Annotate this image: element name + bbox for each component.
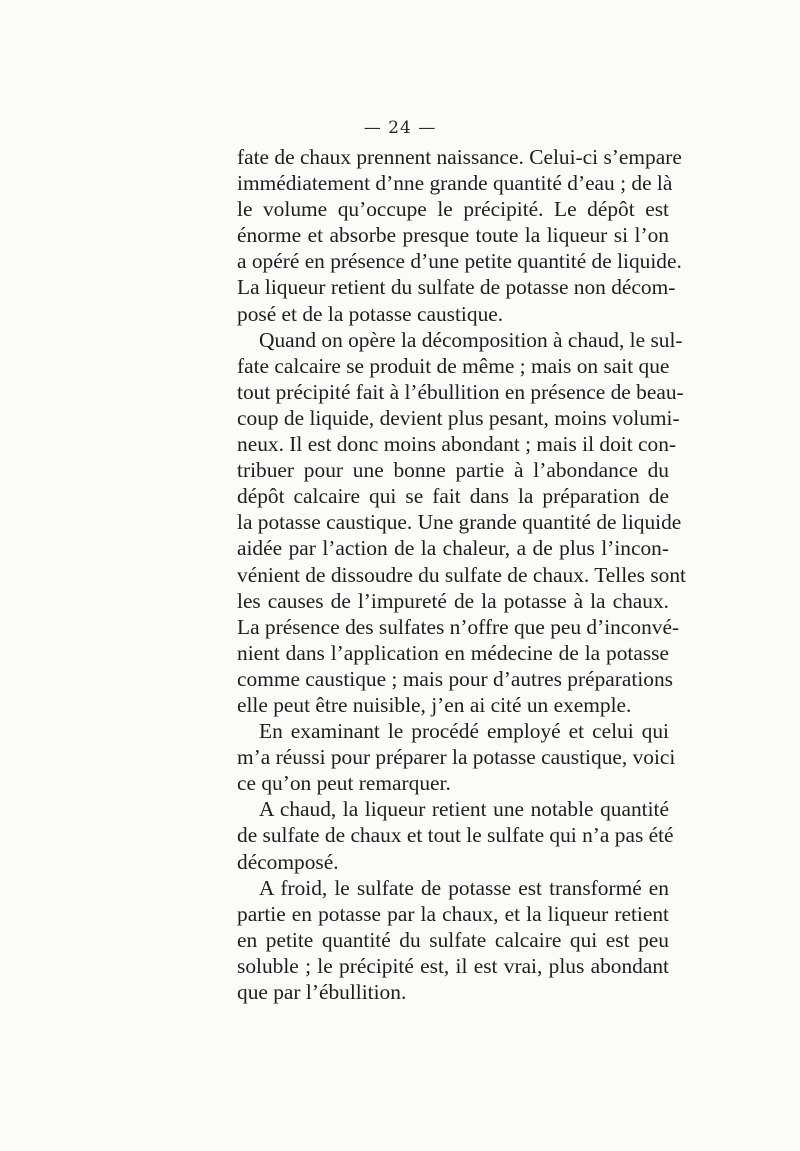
text-line: La liqueur retient du sulfate de potasse non décom- <box>237 275 676 300</box>
text-line: En examinant le procédé employé et celui qui <box>259 719 669 744</box>
text-line: partie en potasse par la chaux, et la liqueur retient <box>237 901 669 926</box>
text-line: le volume qu’occupe le précipité. Le dépôt est <box>237 197 669 222</box>
text-line: en petite quantité du sulfate calcaire qui est peu <box>237 927 669 952</box>
body-text <box>237 144 686 1005</box>
text-line: a opéré en présence d’une petite quantité de liquide. <box>237 249 682 274</box>
text-line: aidée par l’action de la chaleur, a de plus l’incon- <box>237 536 669 561</box>
text-line: A chaud, la liqueur retient une notable quantité <box>259 797 669 822</box>
text-line: que par l’ébullition. <box>237 980 407 1004</box>
text-line: fate calcaire se produit de même ; mais on sait que <box>237 353 670 378</box>
page-number: — 24 — <box>363 118 437 138</box>
text-line: coup de liquide, devient plus pesant, moins volumi- <box>237 405 680 430</box>
text-line: de sulfate de chaux et tout le sulfate qui n’a pas été <box>237 823 674 848</box>
text-line: la potasse caustique. Une grande quantité de liquide <box>237 510 682 535</box>
text-line: les causes de l’impureté de la potasse à la chaux. <box>237 588 669 613</box>
text-line: dépôt calcaire qui se fait dans la préparation de <box>237 484 669 509</box>
text-line: posé et de la potasse caustique. <box>237 301 504 326</box>
text-line: vénient de dissoudre du sulfate de chaux. Telles sont <box>237 562 686 587</box>
text-line: nient dans l’application en médecine de la potasse <box>237 640 669 665</box>
text-line: immédiatement d’nne grande quantité d’eau ; de là <box>237 171 673 196</box>
text-line: tout précipité fait à l’ébullition en présence de beau- <box>237 379 684 404</box>
text-line: soluble ; le précipité est, il est vrai, plus abondant <box>237 953 669 978</box>
text-line: m’a réussi pour préparer la potasse caustique, voici <box>237 745 676 770</box>
text-line: tribuer pour une bonne partie à l’abondance du <box>237 458 669 483</box>
text-line: comme caustique ; mais pour d’autres préparations <box>237 666 673 691</box>
text-line: énorme et absorbe presque toute la liqueur si l’on <box>237 223 669 248</box>
text-line: ce qu’on peut remarquer. <box>237 771 451 796</box>
text-line: La présence des sulfates n’offre que peu d’inconvé- <box>237 614 680 639</box>
text-line: elle peut être nuisible, j’en ai cité un exemple. <box>237 692 632 717</box>
text-line: décomposé. <box>237 849 339 874</box>
text-line: Quand on opère la décomposition à chaud, le sul- <box>259 327 683 352</box>
text-line: neux. Il est donc moins abondant ; mais il doit con- <box>237 432 677 457</box>
text-line: fate de chaux prennent naissance. Celui-ci s’empare <box>237 145 682 169</box>
text-line: A froid, le sulfate de potasse est transformé en <box>259 875 669 900</box>
